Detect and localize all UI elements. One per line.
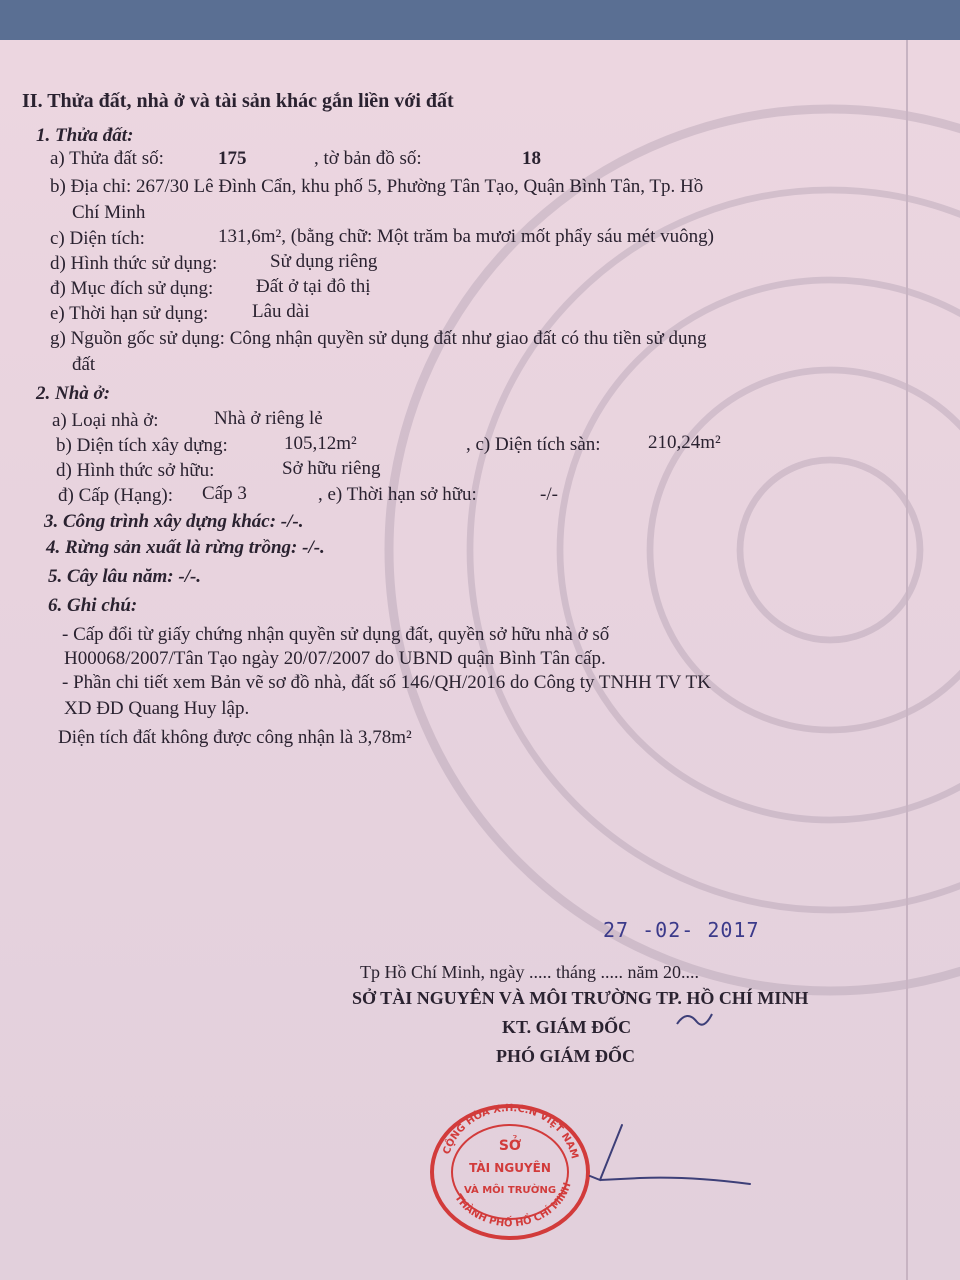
area-label: c) Diện tích: — [50, 228, 145, 249]
issue-date-stamp: 27 -02- 2017 — [603, 918, 760, 942]
floor-area-label: , c) Diện tích sàn: — [466, 434, 601, 455]
note-line2: H00068/2007/Tân Tạo ngày 20/07/2007 do UBND quận Bình Tân cấp. — [64, 648, 606, 669]
place-date-line: Tp Hồ Chí Minh, ngày ..... tháng ..... năm 20.... — [360, 962, 699, 982]
perennial-trees: 5. Cây lâu năm: -/-. — [48, 566, 202, 587]
note-line4: XD ĐD Quang Huy lập. — [64, 698, 250, 719]
use-purpose-value: Đất ở tại đô thị — [256, 276, 371, 297]
section-title: II. Thửa đất, nhà ở và tài sản khác gắn liền với đất — [22, 90, 454, 112]
land-heading: 1. Thửa đất: — [36, 125, 134, 146]
note-line5: Diện tích đất không được công nhận là 3,78m² — [58, 727, 412, 748]
page-fold — [906, 40, 908, 1280]
notes-heading: 6. Ghi chú: — [48, 595, 138, 616]
house-type-value: Nhà ở riêng lẻ — [214, 408, 323, 429]
floor-area-value: 210,24m² — [648, 432, 721, 453]
map-number-label: , tờ bản đồ số: — [314, 148, 422, 169]
use-term-value: Lâu dài — [252, 301, 310, 322]
use-term-label: e) Thời hạn sử dụng: — [50, 303, 209, 324]
deputy-director: PHÓ GIÁM ĐỐC — [496, 1046, 635, 1066]
note-line1: - Cấp đổi từ giấy chứng nhận quyền sử dụng đất, quyền sở hữu nhà ở số — [62, 624, 610, 645]
ownership-term-value: -/- — [540, 484, 558, 505]
use-form-value: Sử dụng riêng — [270, 251, 378, 272]
ownership-label: d) Hình thức sở hữu: — [56, 460, 215, 481]
grade-label: đ) Cấp (Hạng): — [58, 485, 174, 506]
map-number-value: 18 — [522, 148, 541, 169]
for-director: KT. GIÁM ĐỐC — [502, 1017, 632, 1037]
ownership-term-label: , e) Thời hạn sở hữu: — [318, 484, 477, 505]
ownership-value: Sở hữu riêng — [282, 458, 381, 479]
note-line3: - Phần chi tiết xem Bản vẽ sơ đồ nhà, đất số 146/QH/2016 do Công ty TNHH TV TK — [62, 672, 711, 693]
handwritten-signature — [560, 1110, 760, 1200]
agency-name: SỞ TÀI NGUYÊN VÀ MÔI TRƯỜNG TP. HỒ CHÍ MINH — [352, 988, 809, 1008]
address-line1: b) Địa chỉ: 267/30 Lê Đình Cẩn, khu phố 5, Phường Tân Tạo, Quận Bình Tân, Tp. Hồ — [50, 176, 704, 197]
origin-line2: đất — [72, 354, 96, 375]
house-type-label: a) Loại nhà ở: — [52, 410, 159, 431]
forest: 4. Rừng sản xuất là rừng trồng: -/-. — [46, 537, 325, 558]
land-number-value: 175 — [218, 148, 247, 169]
use-purpose-label: đ) Mục đích sử dụng: — [50, 278, 214, 299]
grade-value: Cấp 3 — [202, 483, 247, 504]
build-area-value: 105,12m² — [284, 433, 357, 454]
address-line2: Chí Minh — [72, 202, 146, 223]
initial-mark — [672, 1004, 722, 1034]
use-form-label: d) Hình thức sử dụng: — [50, 253, 218, 274]
origin-line1: g) Nguồn gốc sử dụng: Công nhận quyền sử dụng đất như giao đất có thu tiền sử dụng — [50, 328, 707, 349]
seal-line3: VÀ MÔI TRƯỜNG — [463, 1185, 557, 1196]
seal-line1: SỞ — [498, 1138, 522, 1154]
seal-bottom-text: THÀNH PHỐ HỒ CHÍ MINH — [452, 1181, 574, 1230]
land-number-label: a) Thửa đất số: — [50, 148, 164, 169]
other-works: 3. Công trình xây dựng khác: -/-. — [44, 511, 304, 532]
house-heading: 2. Nhà ở: — [36, 383, 111, 404]
build-area-label: b) Diện tích xây dựng: — [56, 435, 228, 456]
seal-line2: TÀI NGUYÊN — [469, 1161, 551, 1175]
seal-outer-text: CỘNG HÒA X.H.C.N VIỆT NAM — [441, 1103, 580, 1161]
area-value: 131,6m², (bằng chữ: Một trăm ba mươi mốt phẩy sáu mét vuông) — [218, 226, 714, 247]
